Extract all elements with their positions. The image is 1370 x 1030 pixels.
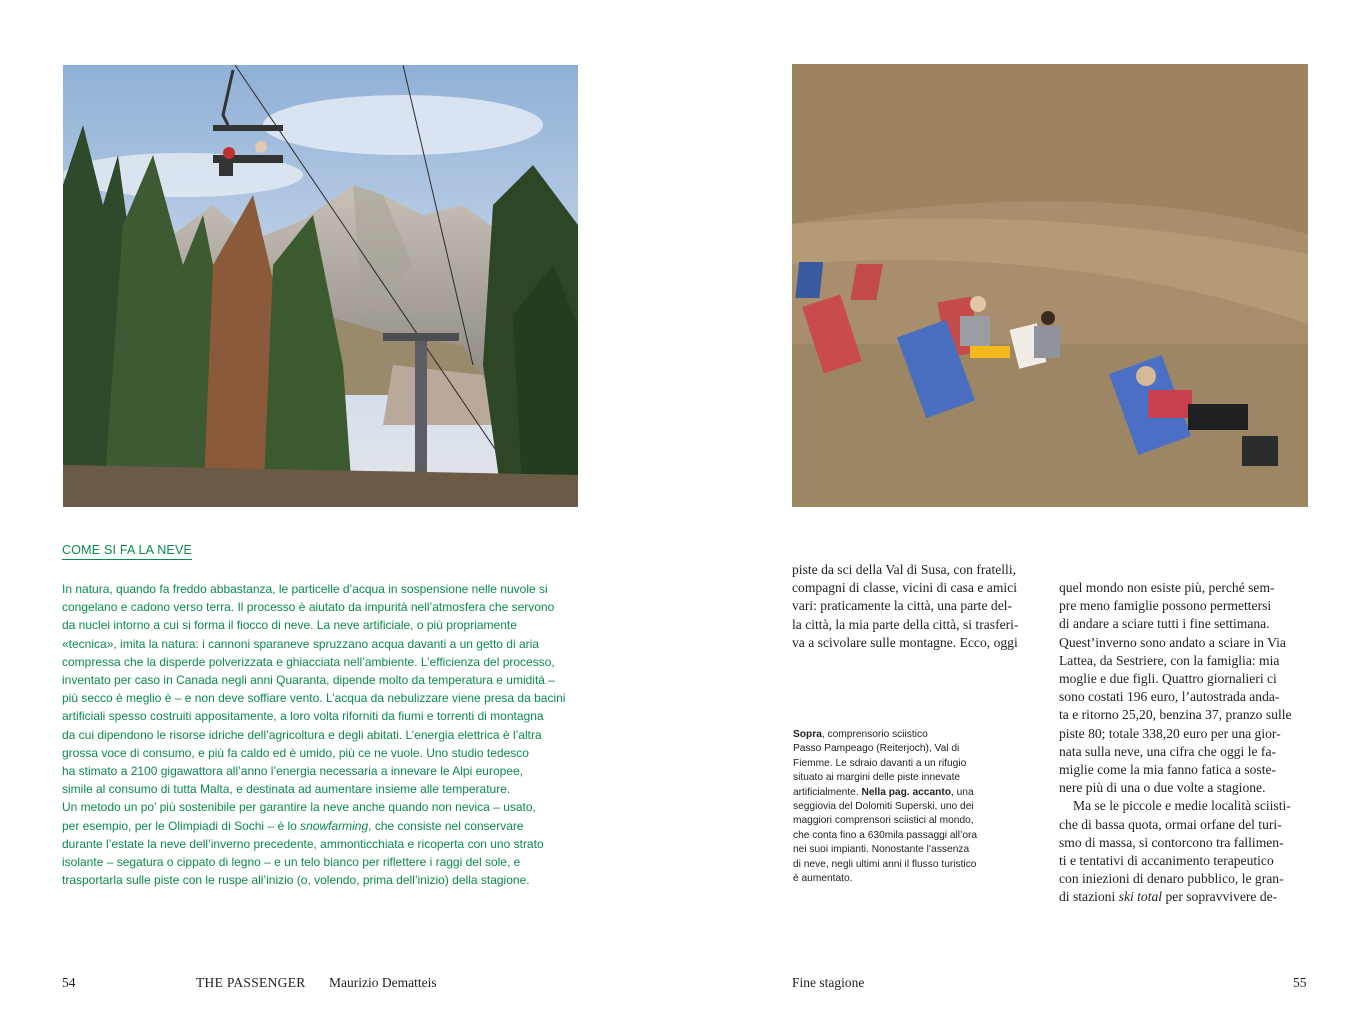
deckchair-blue-1 xyxy=(795,262,823,298)
sidebar-heading: COME SI FA LA NEVE xyxy=(62,543,192,560)
body-column-a xyxy=(792,561,1042,652)
sidebar-line: compressa che la disperde polverizzata e ghiacciata nell’ambiente. L’efficienza del processo, xyxy=(62,654,555,669)
body-line: sono costati 196 euro, l’autostrada anda- xyxy=(1059,689,1280,705)
body-line: di andare a sciare tutti i fine settimana. xyxy=(1059,616,1270,632)
sidebar-line: trasportarla sulle piste con le ruspe all’inizio (o, volendo, prima dell’inizio) della stagione. xyxy=(62,873,530,888)
sidebar-line: per esempio, per le Olimpiadi di Sochi – è lo snowfarming, che consiste nel conservare xyxy=(62,818,524,833)
author-name: Maurizio Dematteis xyxy=(329,975,437,990)
sidebar-line: grossa voce di consumo, e più fa caldo ed è umido, più ce ne vuole. Uno studio tedesco xyxy=(62,745,529,760)
body-line: quel mondo non esiste più, perché sem- xyxy=(1059,580,1275,595)
body-line: Quest’inverno sono andato a sciare in Via xyxy=(1059,634,1286,650)
body-line: nere più di una o due volte a stagione. xyxy=(1059,780,1266,796)
chairlift-photo xyxy=(63,65,578,507)
body-line: nata sulla neve, una cifra che oggi le fa- xyxy=(1059,743,1277,759)
sidebar-line: da nuclei intorno a cui si forma il fiocco di neve. La neve artificiale, o più propriamente xyxy=(62,618,517,633)
body-line: di stazioni ski total per sopravvivere de- xyxy=(1059,889,1278,905)
deckchairs-photo xyxy=(792,64,1308,507)
body-line: la città, la mia parte della città, si trasferi- xyxy=(792,616,1019,632)
body-line: piste 80; totale 338,20 euro per una gior- xyxy=(1059,725,1281,741)
body-line: compagni di classe, vicini di casa e amici xyxy=(792,580,1017,596)
sidebar-line: isolante – segatura o cippato di legno – e un telo bianco per riflettere i raggi del sole, e xyxy=(62,855,521,870)
page-number-left: 54 xyxy=(62,975,76,990)
body-line: pre meno famiglie possono permettersi xyxy=(1059,598,1272,614)
sidebar-line: da cui dipendono le risorse idriche dell’agricoltura e degli abitati. L’energia elettrica è l’altra xyxy=(62,727,542,742)
page-number-right: 55 xyxy=(1293,975,1307,990)
body-line: che di bassa quota, ormai orfane del turi- xyxy=(1059,816,1282,832)
body-line: Ma se le piccole e medie località sciisti- xyxy=(1073,798,1291,814)
sidebar-line: più secco è meglio è – e non deve soffiare vento. L’acqua da nebulizzare viene presa da bacini xyxy=(62,691,566,706)
sidebar-line: congelano e cadono verso terra. Il processo è aiutato da impurità nell’atmosfera che servono xyxy=(62,600,555,615)
photo-caption: Sopra, comprensorio sciistico Passo Pampeago (Reiterjoch), Val di Fiemme. Le sdraio davanti a un rifugio situato ai margini delle piste innevate artificialmente. Nella pag. accanto, una seggiovia del Dolomiti Superski, uno dei maggiori comprensori sciistici al mondo, che conta fino a 630mila passaggi all’ora nei suoi impianti. Nonostante l’assenza di neve, negli ultimi anni il flusso turistico è aumentato. xyxy=(793,729,978,885)
body-line: vari: praticamente la città, una parte del- xyxy=(792,598,1013,614)
sidebar-line: Un metodo un po’ più sostenibile per garantire la neve anche quando non nevica – usato, xyxy=(62,800,536,815)
body-line: con iniezioni di denaro pubblico, le gran- xyxy=(1059,871,1284,887)
body-line: miglie come la mia fanno fatica a soste- xyxy=(1059,762,1277,778)
sidebar-line: durante l’estate la neve dell’inverno precedente, ammonticchiata e ricoperta con uno strato xyxy=(62,836,544,851)
body-column-b xyxy=(1059,579,1311,907)
sidebar-body xyxy=(62,580,582,889)
sidebar-line: ha stimato a 2100 gigawattora all’anno l’energia necessaria a innevare le Alpi europee, xyxy=(62,764,523,779)
sidebar-line: In natura, quando fa freddo abbastanza, le particelle d’acqua in sospensione nelle nuvole si xyxy=(62,582,548,596)
body-line: va a scivolare sulle montagne. Ecco, oggi xyxy=(792,634,1018,650)
body-line: smo di massa, si contorcono tra fallimen- xyxy=(1059,834,1284,850)
sidebar-line: artificiali spesso costruiti appositamente, a loro volta riforniti da fiumi e torrenti di montagna xyxy=(62,709,544,724)
body-line: Lattea, da Sestriere, con la famiglia: mia xyxy=(1059,652,1280,668)
body-line: piste da sci della Val di Susa, con fratelli, xyxy=(792,562,1016,577)
sidebar-line: simile al consumo di tutta Malta, e destinata ad aumentare insieme alle temperature. xyxy=(62,782,511,797)
body-line: moglie e due figli. Quattro giornalieri ci xyxy=(1059,671,1277,687)
sidebar-line: inventato per caso in Canada negli anni Quaranta, dipende molto da temperatura e umidità – xyxy=(62,673,555,688)
body-line: ti e tentativi di accanimento terapeutico xyxy=(1059,853,1274,869)
section-title: Fine stagione xyxy=(792,975,865,990)
magazine-title: THE PASSENGER xyxy=(196,975,306,990)
sidebar-line: «tecnica», imita la natura: i cannoni sparaneve spruzzano acqua davanti a un getto di aria xyxy=(62,636,539,651)
body-line: ta e ritorno 25,20, benzina 37, pranzo sulle xyxy=(1059,707,1292,723)
